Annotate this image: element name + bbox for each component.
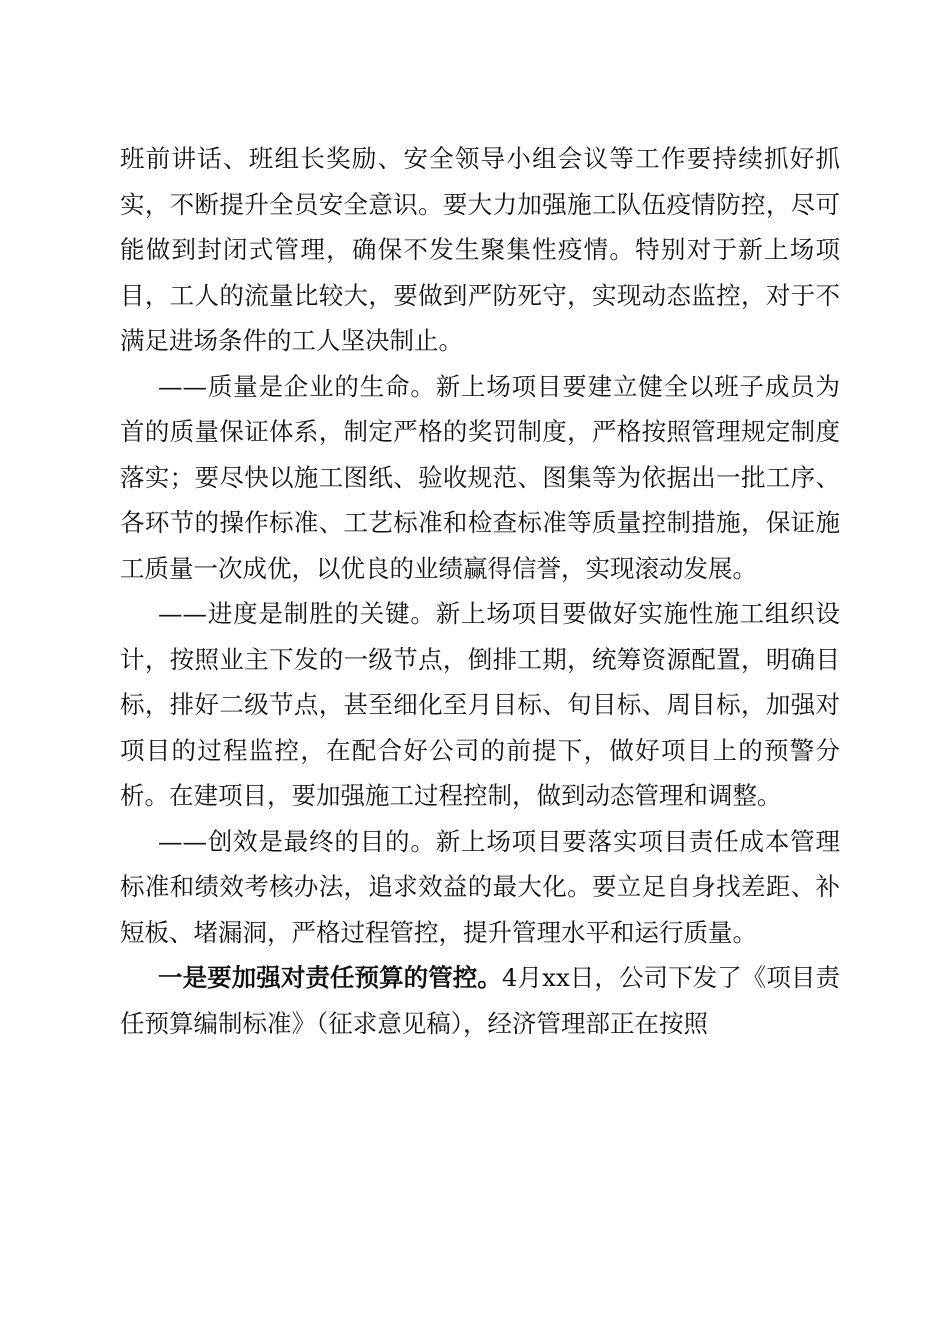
paragraph-text: 班前讲话、班组长奖励、安全领导小组会议等工作要持续抓好抓实，不断提升全员安全意识。要大力加强施工队伍疫情防控，尽可能做到封闭式管理，确保不发生聚集性疫情。特别对于新上场项目，工人的流量比较大，要做到严防死守，实现动态监控，对于不满足进场条件的工人坚决制止。 bbox=[120, 144, 840, 355]
paragraph-text: ——创效是最终的目的。新上场项目要落实项目责任成本管理标准和绩效考核办法，追求效益的最大化。要立足自身找差距、补短板、堵漏洞，严格过程管控，提升管理水平和运行质量。 bbox=[120, 826, 840, 947]
paragraph-text: ——质量是企业的生命。新上场项目要建立健全以班子成员为首的质量保证体系，制定严格的奖罚制度，严格按照管理规定制度落实；要尽快以施工图纸、验收规范、图集等为依据出一批工序、各环节的操作标准、工艺标准和检查标准等质量控制措施，保证施工质量一次成优，以优良的业绩赢得信誉，实现滚动发展。 bbox=[120, 371, 840, 583]
document-body bbox=[120, 136, 840, 1046]
paragraph-lead-heading: 一是要加强对责任预算的管控。 bbox=[158, 963, 502, 992]
paragraph-budget-control bbox=[120, 955, 840, 1046]
paragraph-text: ——进度是制胜的关键。新上场项目要做好实施性施工组织设计，按照业主下发的一级节点，倒排工期，统筹资源配置，明确目标，排好二级节点，甚至细化至月目标、旬目标、周目标，加强对项目的过程监控，在配合好公司的前提下，做好项目上的预警分析。在建项目，要加强施工过程控制，做到动态管理和调整。 bbox=[120, 599, 840, 810]
paragraph-progress bbox=[120, 591, 840, 819]
paragraph-text: 4月xx日，公司下发了《项目责任预算编制标准》（征求意见稿），经济管理部正在按照 bbox=[120, 963, 840, 1038]
paragraph-quality bbox=[120, 364, 840, 592]
paragraph-safety-continuation bbox=[120, 136, 840, 364]
paragraph-efficiency bbox=[120, 819, 840, 956]
